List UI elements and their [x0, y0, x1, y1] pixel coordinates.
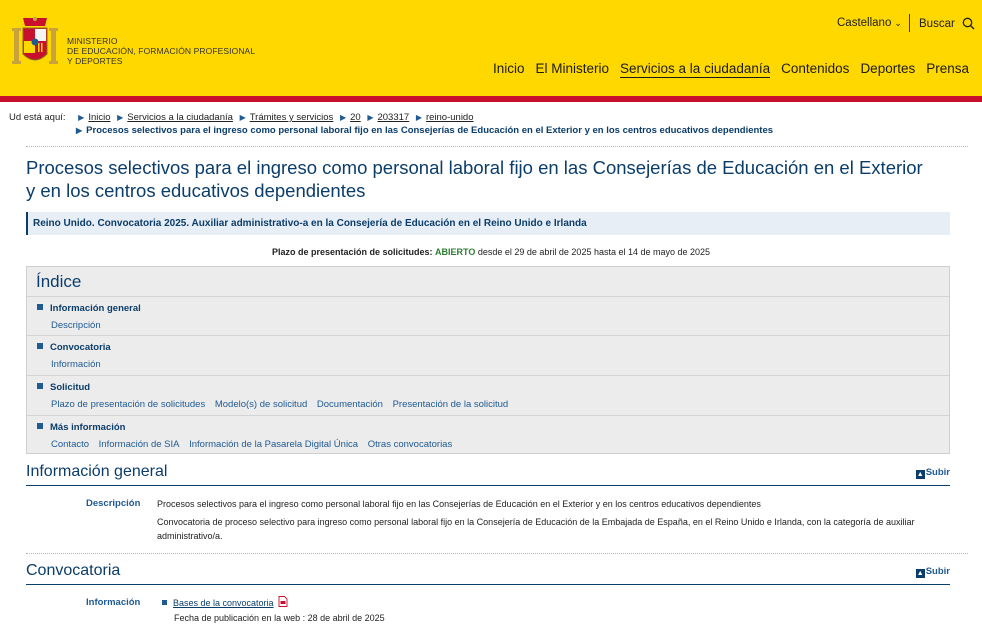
- divider: [26, 146, 968, 147]
- index-link-presentacion[interactable]: Presentación de la solicitud: [392, 399, 509, 410]
- index-title: Índice: [36, 272, 82, 291]
- status-badge: ABIERTO: [435, 247, 476, 257]
- breadcrumb-20[interactable]: 20: [350, 112, 361, 123]
- nav-el-ministerio[interactable]: El Ministerio: [535, 61, 610, 76]
- square-bullet-icon: [37, 423, 43, 429]
- arrow-right-icon: ▶: [367, 113, 374, 122]
- nav-contenidos[interactable]: Contenidos: [781, 61, 850, 76]
- index-link-pasarela[interactable]: Información de la Pasarela Digital Única: [189, 439, 359, 450]
- square-bullet-icon: [162, 600, 167, 605]
- chevron-down-icon: ⌄: [894, 18, 902, 28]
- index-section-general: Información general Descripción: [27, 296, 949, 336]
- index-link-contacto[interactable]: Contacto: [51, 439, 90, 450]
- index-section-solicitud: Solicitud Plazo de presentación de solicitudes Modelo(s) de solicitud Documentación Presentación de la solicitud: [27, 375, 949, 416]
- breadcrumb-label: Ud está aquí:: [9, 112, 66, 123]
- description-text-1: Procesos selectivos para el ingreso como personal laboral fijo en las Consejerías de Educación en el Exterior y en los centros educativos dependientes: [157, 499, 761, 509]
- breadcrumb-current: ▶ Procesos selectivos para el ingreso como personal laboral fijo en las Consejerías de Educación en el Exterior y en los centros educativos dependientes: [76, 125, 774, 136]
- index-link-documentacion[interactable]: Documentación: [316, 399, 383, 410]
- header-divider: [909, 14, 910, 32]
- ministry-name[interactable]: MINISTERIO DE EDUCACIÓN, FORMACIÓN PROFESIONAL Y DEPORTES: [67, 36, 256, 66]
- description-text-2: Convocatoria de proceso selectivo para ingreso como personal laboral fijo en la Consejería de Educación de la Embajada de España, en el Reino Unido e Irlanda, con la categoría de auxiliar administrativo/a.: [157, 517, 915, 541]
- arrow-up-icon: ▲: [916, 570, 924, 577]
- nav-inicio[interactable]: Inicio: [492, 61, 525, 76]
- arrow-right-icon: ▶: [76, 126, 83, 135]
- arrow-right-icon: ▶: [78, 113, 85, 122]
- header-red-stripe: [0, 96, 982, 102]
- arrow-right-icon: ▶: [339, 113, 347, 122]
- site-header: [0, 0, 982, 96]
- breadcrumb-203317[interactable]: 203317: [377, 112, 410, 123]
- index-link-informacion[interactable]: Información: [51, 359, 101, 370]
- index-section-convocatoria: Convocatoria Información: [27, 335, 949, 376]
- index-link-sia[interactable]: Información de SIA: [98, 439, 180, 450]
- language-selector[interactable]: Castellano ⌄: [837, 17, 902, 29]
- document-item: [162, 596, 288, 610]
- breadcrumb-servicios[interactable]: Servicios a la ciudadanía: [127, 112, 233, 123]
- arrow-right-icon: ▶: [239, 113, 246, 122]
- nav-prensa[interactable]: Prensa: [926, 61, 969, 76]
- arrow-right-icon: ▶: [415, 113, 422, 122]
- index-link-otras[interactable]: Otras convocatorias: [367, 439, 453, 450]
- scroll-up-button[interactable]: ▲ Subir: [916, 566, 950, 577]
- section-title-informacion-general: Información general ▲ Subir: [26, 463, 950, 486]
- section-title-convocatoria: Convocatoria ▲ Subir: [26, 562, 950, 585]
- arrow-up-icon: ▲: [916, 471, 924, 478]
- index-panel: [26, 266, 950, 454]
- bases-convocatoria-link[interactable]: Bases de la convocatoria: [173, 598, 274, 608]
- main-nav: [493, 61, 969, 78]
- square-bullet-icon: [37, 383, 43, 389]
- nav-servicios-ciudadania[interactable]: Servicios a la ciudadanía: [620, 61, 771, 76]
- page-subtitle: Reino Unido. Convocatoria 2025. Auxiliar administrativo-a en la Consejería de Educación en el Reino Unido e Irlanda: [26, 212, 950, 235]
- pdf-icon: [278, 596, 288, 607]
- index-section-mas-informacion: Más información Contacto Información de SIA Información de la Pasarela Digital Única Otras convocatorias: [27, 415, 949, 454]
- breadcrumb: [9, 112, 969, 136]
- nav-deportes[interactable]: Deportes: [860, 61, 916, 76]
- breadcrumb-tramites[interactable]: Trámites y servicios: [249, 112, 334, 123]
- breadcrumb-reino-unido[interactable]: reino-unido: [425, 112, 474, 123]
- index-link-descripcion[interactable]: Descripción: [51, 320, 101, 331]
- square-bullet-icon: [37, 343, 43, 349]
- search-button[interactable]: Buscar: [919, 17, 975, 30]
- divider: [26, 553, 968, 554]
- index-link-plazo[interactable]: Plazo de presentación de solicitudes: [51, 399, 206, 410]
- arrow-right-icon: ▶: [117, 113, 124, 122]
- publication-date: Fecha de publicación en la web : 28 de abril de 2025: [174, 613, 385, 623]
- description-label: Descripción: [86, 498, 141, 509]
- deadline-info: Plazo de presentación de solicitudes: ABIERTO desde el 29 de abril de 2025 hasta el 14 de mayo de 2025: [271, 247, 711, 257]
- informacion-label: Información: [86, 597, 141, 608]
- square-bullet-icon: [37, 304, 43, 310]
- page-title: Procesos selectivos para el ingreso como personal laboral fijo en las Consejerías de Educación en el Exterior y en los centros educativos dependientes: [26, 157, 923, 201]
- index-link-modelos[interactable]: Modelo(s) de solicitud: [214, 399, 308, 410]
- coat-of-arms-logo[interactable]: [10, 16, 60, 72]
- breadcrumb-inicio[interactable]: Inicio: [88, 112, 111, 123]
- scroll-up-button[interactable]: ▲ Subir: [916, 467, 950, 478]
- search-icon: [962, 17, 975, 30]
